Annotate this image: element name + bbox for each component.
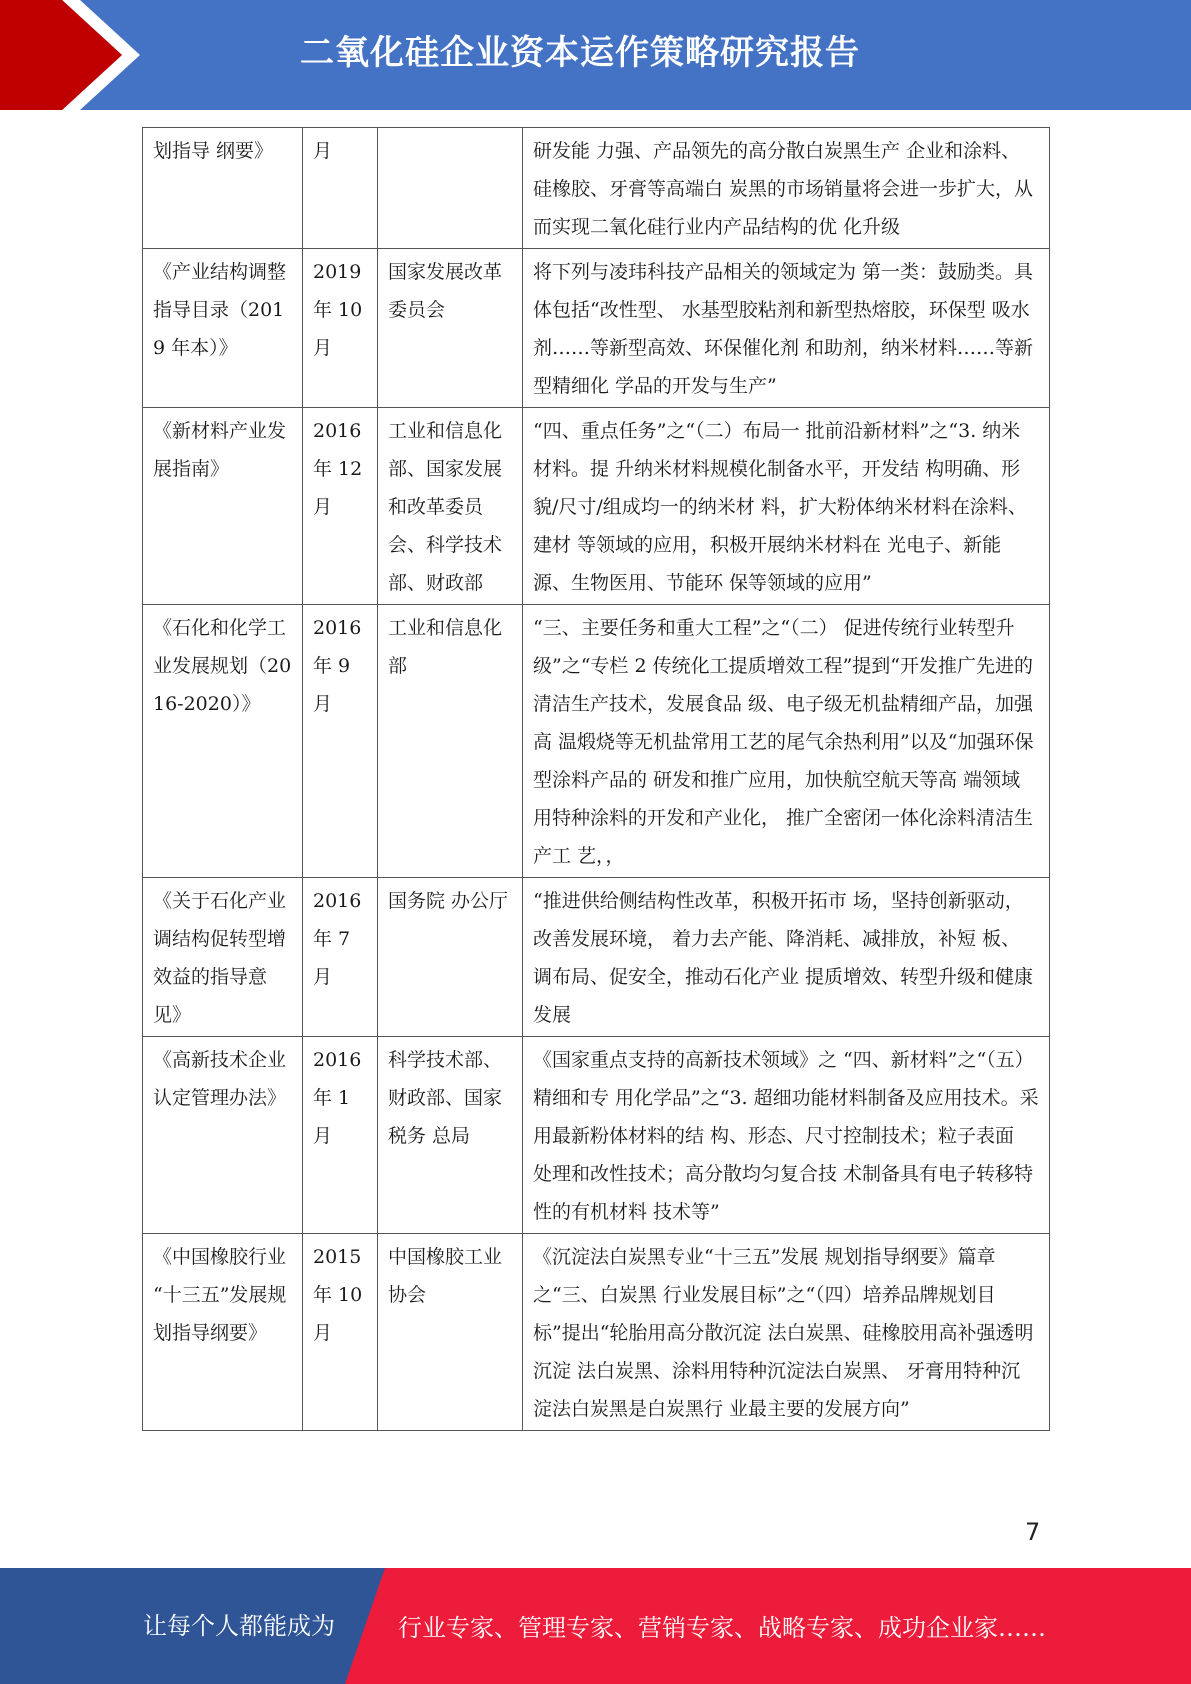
policy-date-cell: 2016 年 1 月 [303, 1037, 378, 1234]
table-row [143, 878, 1050, 1037]
table-row [143, 605, 1050, 878]
table-row [143, 408, 1050, 605]
policy-date-cell: 2016 年 12 月 [303, 408, 378, 605]
policy-table [142, 127, 1050, 1431]
report-title: 二氧化硅企业资本运作策略研究报告 [300, 33, 860, 73]
policy-content-cell: 将下列与凌玮科技产品相关的领域定为 第一类：鼓励类。具体包括“改性型、 水基型胶粘剂和新型热熔胶，环保型 吸水剂……等新型高效、环保催化剂 和助剂，纳米材料……等新型精细化 学品的开发与生产” [523, 249, 1050, 408]
policy-date-cell: 2015 年 10 月 [303, 1234, 378, 1431]
policy-issuer-cell: 工业和信息化 部 [378, 605, 523, 878]
policy-name-cell: 划指导 纲要》 [143, 128, 303, 249]
policy-content-cell: “推进供给侧结构性改革，积极开拓市 场，坚持创新驱动，改善发展环境， 着力去产能、降消耗、减排放，补短 板、调布局、促安全，推动石化产业 提质增效、转型升级和健康发展 [523, 878, 1050, 1037]
policy-name-cell: 《关于石化产业 调结构促转型增 效益的指导意见》 [143, 878, 303, 1037]
policy-date-cell: 2016 年 7 月 [303, 878, 378, 1037]
policy-issuer-cell: 工业和信息化 部、国家发展 和改革委员 会、科学技术 部、财政部 [378, 408, 523, 605]
footer-slogan-right: 行业专家、管理专家、营销专家、战略专家、成功企业家…… [398, 1614, 1046, 1642]
policy-name-cell: 《新材料产业发 展指南》 [143, 408, 303, 605]
footer-slogan-left: 让每个人都能成为 [143, 1612, 335, 1640]
policy-content-cell: 《沉淀法白炭黑专业“十三五”发展 规划指导纲要》篇章之“三、白炭黑 行业发展目标”之“（四）培养品牌规划目标”提出“轮胎用高分散沉淀 法白炭黑、硅橡胶用高补强透明沉淀 法白炭黑、涂料用特种沉淀法白炭黑、 牙膏用特种沉淀法白炭黑是白炭黑行 业最主要的发展方向” [523, 1234, 1050, 1431]
policy-content-cell: “三、主要任务和重大工程”之“（二） 促进传统行业转型升级”之“专栏 2 传统化工提质增效工程”提到“开发推广先进的清洁生产技术，发展食品 级、电子级无机盐精细产品，加强高 温煅烧等无机盐常用工艺的尾气余热利用”以及“加强环保型涂料产品的 研发和推广应用，加快航空航天等高 端领域用特种涂料的开发和产业化， 推广全密闭一体化涂料清洁生产工 艺，， [523, 605, 1050, 878]
footer-banner [0, 1568, 1191, 1684]
policy-name-cell: 《石化和化学工 业发展规划（2016-2020）》 [143, 605, 303, 878]
table-row [143, 1037, 1050, 1234]
policy-issuer-cell: 国家发展改革 委员会 [378, 249, 523, 408]
policy-table-body [143, 128, 1050, 1431]
policy-date-cell: 2019 年 10 月 [303, 249, 378, 408]
policy-content-cell: 《国家重点支持的高新技术领域》之 “四、新材料”之“（五）精细和专 用化学品”之“3. 超细功能材料制备及应用技术。采用最新粉体材料的结 构、形态、尺寸控制技术；粒子表面 处理和改性技术；高分散均匀复合技 术制备具有电子转移特性的有机材料 技术等” [523, 1037, 1050, 1234]
table-row [143, 128, 1050, 249]
policy-content-cell: 研发能 力强、产品领先的高分散白炭黑生产 企业和涂料、硅橡胶、牙膏等高端白 炭黑的市场销量将会进一步扩大，从 而实现二氧化硅行业内产品结构的优 化升级 [523, 128, 1050, 249]
policy-issuer-cell: 科学技术部、 财政部、国家 税务 总局 [378, 1037, 523, 1234]
policy-issuer-cell: 国务院 办公厅 [378, 878, 523, 1037]
policy-name-cell: 《高新技术企业 认定管理办法》 [143, 1037, 303, 1234]
policy-date-cell: 月 [303, 128, 378, 249]
policy-name-cell: 《产业结构调整 指导目录（2019 年本）》 [143, 249, 303, 408]
policy-issuer-cell [378, 128, 523, 249]
table-row [143, 249, 1050, 408]
policy-issuer-cell: 中国橡胶工业 协会 [378, 1234, 523, 1431]
page-number: 7 [1025, 1518, 1041, 1546]
chevron-arrow-icon [62, 0, 152, 110]
table-row [143, 1234, 1050, 1431]
header-banner [0, 0, 1191, 110]
policy-date-cell: 2016 年 9 月 [303, 605, 378, 878]
policy-name-cell: 《中国橡胶行业 “十三五”发展规划指导纲要》 [143, 1234, 303, 1431]
policy-content-cell: “四、重点任务”之“（二）布局一 批前沿新材料”之“3. 纳米材料。提 升纳米材料规模化制备水平，开发结 构明确、形貌/尺寸/组成均一的纳米材 料，扩大粉体纳米材料在涂料、建材 等领域的应用，积极开展纳米材料在 光电子、新能源、生物医用、节能环 保等领域的应用” [523, 408, 1050, 605]
